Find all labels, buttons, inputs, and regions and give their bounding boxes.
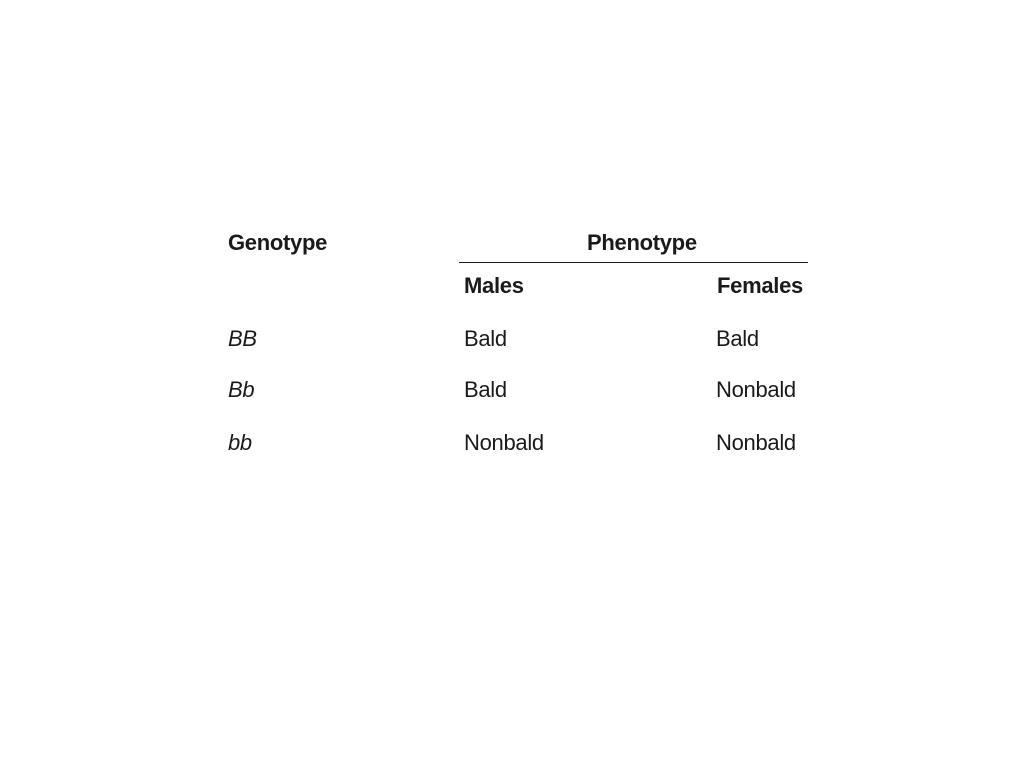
females-cell: Bald (716, 326, 759, 351)
females-cell: Nonbald (716, 430, 796, 455)
males-cell: Bald (464, 326, 507, 351)
genotype-cell-bb-recessive: bb (228, 430, 252, 455)
phenotype-header: Phenotype (587, 230, 697, 255)
genotype-header: Genotype (228, 230, 328, 255)
females-cell: Nonbald (716, 377, 796, 402)
phenotype-underline (459, 262, 808, 263)
females-header: Females (717, 273, 803, 298)
males-header: Males (464, 273, 524, 298)
genotype-cell-bb-hetero: Bb (228, 377, 255, 402)
males-cell: Nonbald (464, 430, 544, 455)
males-cell: Bald (464, 377, 507, 402)
genotype-cell-bb-dominant: BB (228, 326, 257, 351)
